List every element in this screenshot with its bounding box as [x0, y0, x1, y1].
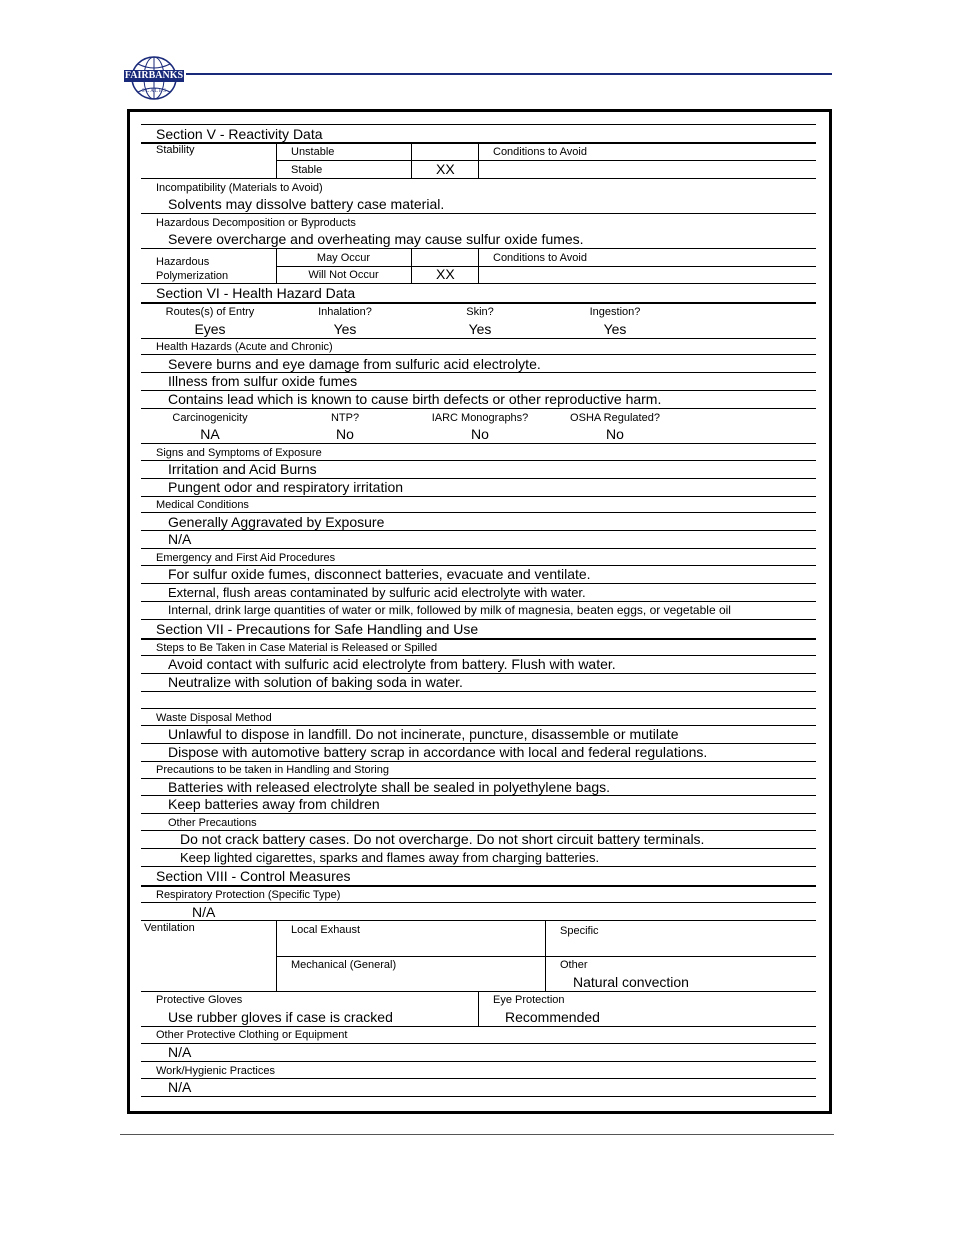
local-exhaust-label: Local Exhaust: [291, 924, 361, 936]
incompatibility-text: Solvents may dissolve battery case material.: [168, 196, 445, 212]
rule-line: [141, 548, 816, 549]
rule-line: [141, 885, 816, 887]
rule-line: [141, 902, 816, 903]
fairbanks-logo: [124, 56, 184, 100]
will-not-occur-mark: XX: [436, 266, 455, 282]
clothing-label: Other Protective Clothing or Equipment: [156, 1029, 348, 1041]
skin-label: Skin?: [466, 306, 494, 318]
stable-mark: XX: [436, 161, 455, 177]
steps-1: Avoid contact with sulfuric acid electrolyte from battery. Flush with water.: [168, 656, 616, 672]
conditions-to-avoid-label: Conditions to Avoid: [493, 146, 587, 158]
signs-label: Signs and Symptoms of Exposure: [156, 447, 322, 459]
header-rule: [186, 73, 832, 75]
inhalation-label: Inhalation?: [318, 306, 372, 318]
signs-1: Irritation and Acid Burns: [168, 461, 317, 477]
medical-1: Generally Aggravated by Exposure: [168, 514, 385, 530]
other-precautions-2: Keep lighted cigarettes, sparks and flames away from charging batteries.: [180, 850, 600, 865]
osha-value: No: [606, 426, 624, 442]
rule-line: [141, 920, 816, 921]
rule-line: [141, 496, 816, 497]
ingestion-label: Ingestion?: [589, 306, 641, 318]
rule-line: [141, 761, 816, 762]
respiratory-value: N/A: [192, 904, 216, 920]
logo-brand: FAIRBANKS: [124, 70, 184, 81]
rule-line: [141, 302, 816, 304]
mechanical-label: Mechanical (General): [291, 959, 397, 971]
rule-line: [141, 283, 816, 284]
section-v-title: Section V - Reactivity Data: [156, 126, 323, 142]
polymerization-label-2: Polymerization: [156, 270, 229, 282]
other-label: Other: [560, 959, 588, 971]
medical-2: N/A: [168, 531, 192, 547]
rule-line: [141, 619, 816, 620]
waste-1: Unlawful to dispose in landfill. Do not incinerate, puncture, disassemble or mutilate: [168, 726, 679, 742]
gloves-label: Protective Gloves: [156, 994, 243, 1006]
ingestion-value: Yes: [603, 321, 627, 337]
iarc-label: IARC Monographs?: [431, 412, 529, 424]
incompatibility-label: Incompatibility (Materials to Avoid): [156, 182, 323, 194]
logo-sub: S C A L E S: [141, 89, 167, 94]
health-hazard-3: Contains lead which is known to cause birth defects or other reproductive harm.: [168, 391, 662, 407]
other-precautions-1: Do not crack battery cases. Do not overcharge. Do not short circuit battery terminals.: [180, 831, 705, 847]
rule-line: [141, 708, 816, 709]
inhalation-value: Yes: [333, 321, 357, 337]
unstable-label: Unstable: [291, 146, 335, 158]
ventilation-label: Ventilation: [144, 922, 195, 934]
waste-label: Waste Disposal Method: [156, 712, 272, 724]
rule-line: [478, 992, 479, 1026]
carcinogenicity-label: Carcinogenicity: [172, 412, 248, 424]
osha-label: OSHA Regulated?: [570, 412, 660, 424]
rule-line: [141, 638, 816, 640]
clothing-value: N/A: [168, 1044, 192, 1060]
precautions-label: Precautions to be taken in Handling and Storing: [156, 764, 389, 776]
decomposition-label: Hazardous Decomposition or Byproducts: [156, 217, 356, 229]
steps-2: Neutralize with solution of baking soda in water.: [168, 674, 463, 690]
rule-line: [141, 213, 816, 214]
section-viii-title: Section VIII - Control Measures: [156, 868, 351, 884]
rule-line: [141, 408, 816, 409]
rule-line: [141, 848, 816, 849]
eye-protection-label: Eye Protection: [493, 994, 565, 1006]
health-hazard-2: Illness from sulfur oxide fumes: [168, 373, 358, 389]
other-precautions-label: Other Precautions: [168, 817, 257, 829]
rule-line: [141, 1078, 816, 1079]
polymerization-label-1: Hazardous: [156, 256, 210, 268]
ntp-value: No: [336, 426, 354, 442]
iarc-value: No: [471, 426, 489, 442]
eyes-value: Eyes: [194, 321, 226, 337]
gloves-value: Use rubber gloves if case is cracked: [168, 1009, 393, 1025]
rule-line: [141, 601, 816, 602]
footer-rule: [120, 1134, 834, 1135]
signs-2: Pungent odor and respiratory irritation: [168, 479, 404, 495]
rule-line: [141, 813, 816, 814]
precautions-1: Batteries with released electrolyte shall be sealed in polyethylene bags.: [168, 779, 611, 795]
eye-protection-value: Recommended: [505, 1009, 600, 1025]
rule-line: [141, 1096, 816, 1097]
conditions-to-avoid-label-2: Conditions to Avoid: [493, 252, 587, 264]
rule-line: [141, 530, 816, 531]
respiratory-label: Respiratory Protection (Specific Type): [156, 889, 341, 901]
rule-line: [276, 956, 816, 957]
rule-line: [141, 866, 816, 867]
rule-line: [141, 354, 816, 355]
emergency-label: Emergency and First Aid Procedures: [156, 552, 336, 564]
specific-label: Specific: [560, 925, 599, 937]
rule-line: [141, 1043, 816, 1044]
routes-label: Routes(s) of Entry: [165, 306, 255, 318]
emergency-3: Internal, drink large quantities of water or milk, followed by milk of magnesia, beaten eggs, or vegetable oil: [168, 603, 731, 617]
rule-line: [276, 160, 816, 161]
rule-line: [141, 1061, 816, 1062]
work-value: N/A: [168, 1079, 192, 1095]
skin-value: Yes: [468, 321, 492, 337]
other-value: Natural convection: [573, 974, 689, 990]
section-vii-title: Section VII - Precautions for Safe Handling and Use: [156, 621, 479, 637]
waste-2: Dispose with automotive battery scrap in accordance with local and federal regulations.: [168, 744, 708, 760]
emergency-2: External, flush areas contaminated by sulfuric acid electrolyte with water.: [168, 585, 586, 600]
stable-label: Stable: [291, 164, 323, 176]
rule-line: [141, 443, 816, 444]
stability-label: Stability: [156, 144, 195, 156]
decomposition-text: Severe overcharge and overheating may cause sulfur oxide fumes.: [168, 231, 584, 247]
emergency-1: For sulfur oxide fumes, disconnect batteries, evacuate and ventilate.: [168, 566, 591, 582]
may-occur-label: May Occur: [316, 252, 371, 264]
rule-line: [141, 583, 816, 584]
carcinogenicity-value: NA: [200, 426, 220, 442]
precautions-2: Keep batteries away from children: [168, 796, 380, 812]
will-not-occur-label: Will Not Occur: [308, 269, 379, 281]
rule-line: [141, 691, 816, 692]
ntp-label: NTP?: [330, 412, 360, 424]
rule-line: [141, 178, 816, 179]
rule-line: [141, 338, 816, 339]
steps-label: Steps to Be Taken in Case Material is Released or Spilled: [156, 642, 438, 654]
work-label: Work/Hygienic Practices: [156, 1065, 275, 1077]
rule-line: [141, 512, 816, 513]
rule-line: [276, 266, 816, 267]
section-vi-title: Section VI - Health Hazard Data: [156, 285, 356, 301]
medical-label: Medical Conditions: [156, 499, 249, 511]
rule-line: [141, 124, 816, 125]
rule-line: [141, 1026, 816, 1027]
health-hazard-1: Severe burns and eye damage from sulfuric acid electrolyte.: [168, 356, 541, 372]
health-hazards-label: Health Hazards (Acute and Chronic): [156, 341, 333, 353]
